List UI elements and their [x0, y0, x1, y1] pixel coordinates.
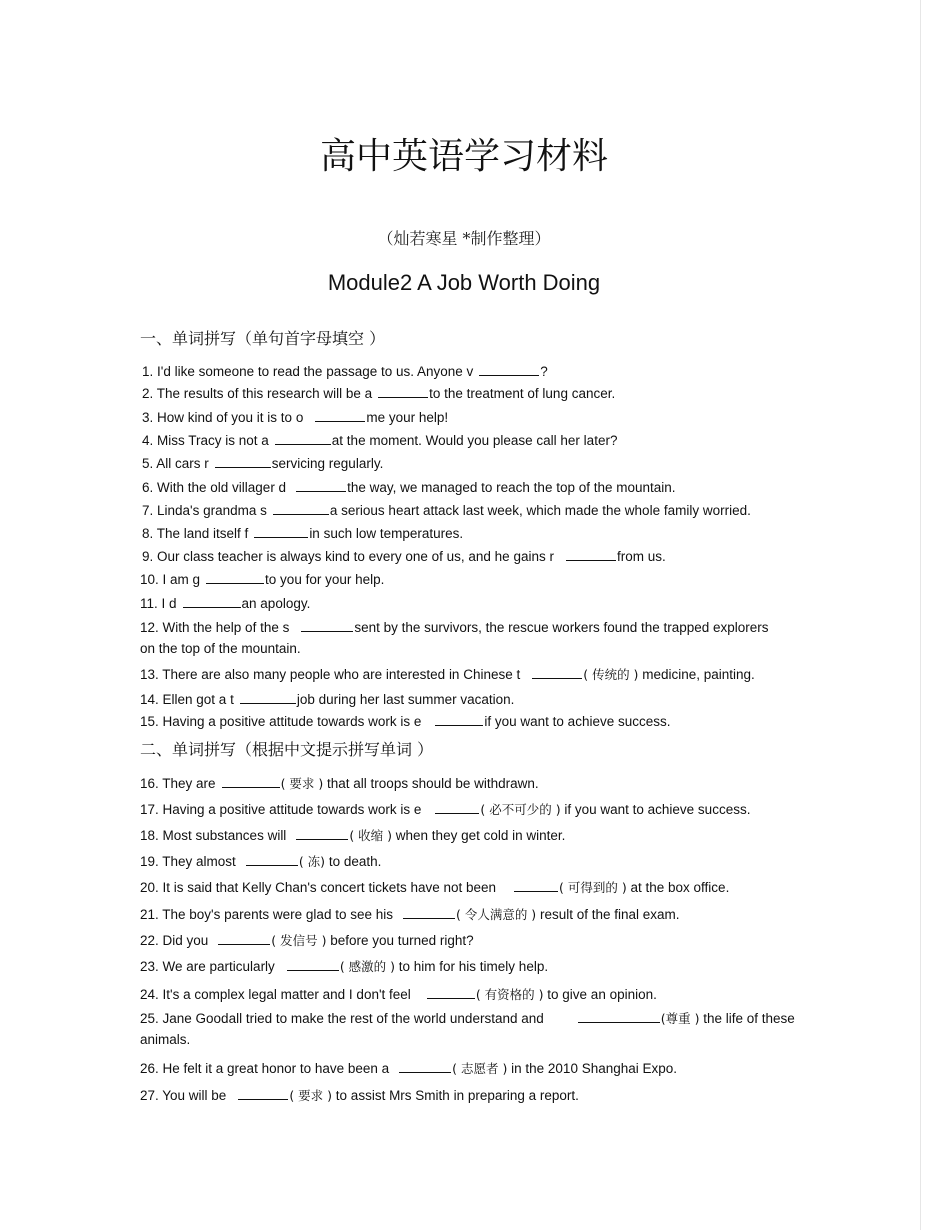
answer-blank: [514, 878, 558, 892]
answer-blank: [427, 985, 475, 999]
answer-blank: [566, 547, 616, 561]
section-heading-1: 一、单词拼写（单句首字母填空 ）: [140, 329, 386, 348]
question-11: 11. I d an apology.: [140, 596, 311, 611]
answer-blank: [222, 774, 280, 788]
question-4: 4. Miss Tracy is not a at the moment. Would you please call her later?: [142, 433, 618, 448]
chinese-hint: ( 必不可少的 ): [480, 802, 561, 817]
answer-blank: [296, 826, 348, 840]
question-19: 19. They almost ( 冻) to death.: [140, 854, 382, 869]
answer-blank: [315, 408, 365, 422]
question-16: 16. They are ( 要求 ) that all troops should be withdrawn.: [140, 776, 539, 791]
question-24: 24. It's a complex legal matter and I don't feel ( 有资格的 ) to give an opinion.: [140, 987, 657, 1002]
answer-blank: [218, 931, 270, 945]
answer-blank: [287, 957, 339, 971]
chinese-hint: (尊重 ): [660, 1011, 700, 1026]
document-title: 高中英语学习材料: [319, 136, 608, 177]
chinese-hint: ( 传统的 ): [583, 667, 639, 682]
chinese-hint: ( 要求 ): [289, 1088, 333, 1103]
question-12: 12. With the help of the s sent by the survivors, the rescue workers found the trapped explorers on the top of the mountain.: [140, 620, 769, 656]
chinese-hint: ( 感激的 ): [339, 959, 396, 974]
answer-blank: [238, 1086, 288, 1100]
answer-blank: [215, 454, 271, 468]
question-25: 25. Jane Goodall tried to make the rest of the world understand and (尊重 ) the life of these animals.: [140, 1011, 795, 1047]
answer-blank: [254, 524, 308, 538]
question-5: 5. All cars r servicing regularly.: [142, 456, 384, 471]
question-21: 21. The boy's parents were glad to see his ( 令人满意的 ) result of the final exam.: [140, 907, 680, 922]
answer-blank: [378, 384, 428, 398]
question-23: 23. We are particularly ( 感激的 ) to him for his timely help.: [140, 959, 549, 974]
answer-blank: [183, 594, 241, 608]
section-heading-2: 二、单词拼写（根据中文提示拼写单词 ）: [140, 740, 434, 759]
answer-blank: [240, 690, 296, 704]
answer-blank: [403, 905, 455, 919]
question-18: 18. Most substances will ( 收缩 ) when they get cold in winter.: [140, 828, 566, 843]
answer-blank: [479, 362, 539, 376]
question-3: 3. How kind of you it is to o me your help!: [142, 410, 449, 425]
question-15: 15. Having a positive attitude towards work is e if you want to achieve success.: [140, 714, 671, 729]
chinese-hint: ( 收缩 ): [349, 828, 393, 843]
question-2: 2. The results of this research will be a to the treatment of lung cancer.: [142, 386, 616, 401]
question-7: 7. Linda's grandma s a serious heart attack last week, which made the whole family worried.: [142, 503, 751, 518]
document-subtitle: （灿若寒星 *制作整理）: [377, 229, 551, 248]
answer-blank: [301, 618, 353, 632]
chinese-hint: ( 有资格的 ): [475, 987, 544, 1002]
question-13: 13. There are also many people who are interested in Chinese t ( 传统的 ) medicine, painting.: [140, 667, 755, 682]
answer-blank: [275, 431, 331, 445]
chinese-hint: ( 发信号 ): [271, 933, 327, 948]
question-20: 20. It is said that Kelly Chan's concert tickets have not been ( 可得到的 ) at the box office.: [140, 880, 730, 895]
question-26: 26. He felt it a great honor to have been a ( 志愿者 ) in the 2010 Shanghai Expo.: [140, 1061, 678, 1076]
question-27: 27. You will be ( 要求 ) to assist Mrs Smith in preparing a report.: [140, 1088, 579, 1103]
answer-blank: [206, 570, 264, 584]
chinese-hint: ( 可得到的 ): [559, 880, 627, 895]
question-6: 6. With the old villager d the way, we managed to reach the top of the mountain.: [142, 480, 676, 495]
answer-blank: [399, 1059, 451, 1073]
answer-blank: [273, 501, 329, 515]
chinese-hint: ( 志愿者 ): [452, 1061, 508, 1076]
answer-blank: [532, 665, 582, 679]
answer-blank: [296, 478, 346, 492]
question-14: 14. Ellen got a t job during her last summer vacation.: [140, 692, 515, 707]
question-17: 17. Having a positive attitude towards work is e ( 必不可少的 ) if you want to achieve success.: [140, 802, 751, 817]
question-1: 1. I'd like someone to read the passage to us. Anyone v ?: [142, 364, 548, 379]
answer-blank: [435, 712, 483, 726]
question-8: 8. The land itself f in such low temperatures.: [142, 526, 464, 541]
page-edge-divider: [920, 0, 921, 1230]
answer-blank: [578, 1009, 660, 1023]
chinese-hint: ( 要求 ): [280, 776, 324, 791]
chinese-hint: ( 令人满意的 ): [455, 907, 537, 922]
answer-blank: [435, 800, 479, 814]
answer-blank: [246, 852, 298, 866]
question-22: 22. Did you ( 发信号 ) before you turned right?: [140, 933, 474, 948]
question-10: 10. I am g to you for your help.: [140, 572, 385, 587]
module-title: Module2 A Job Worth Doing: [327, 270, 601, 295]
chinese-hint: ( 冻): [298, 854, 326, 869]
question-9: 9. Our class teacher is always kind to every one of us, and he gains r from us.: [142, 549, 666, 564]
